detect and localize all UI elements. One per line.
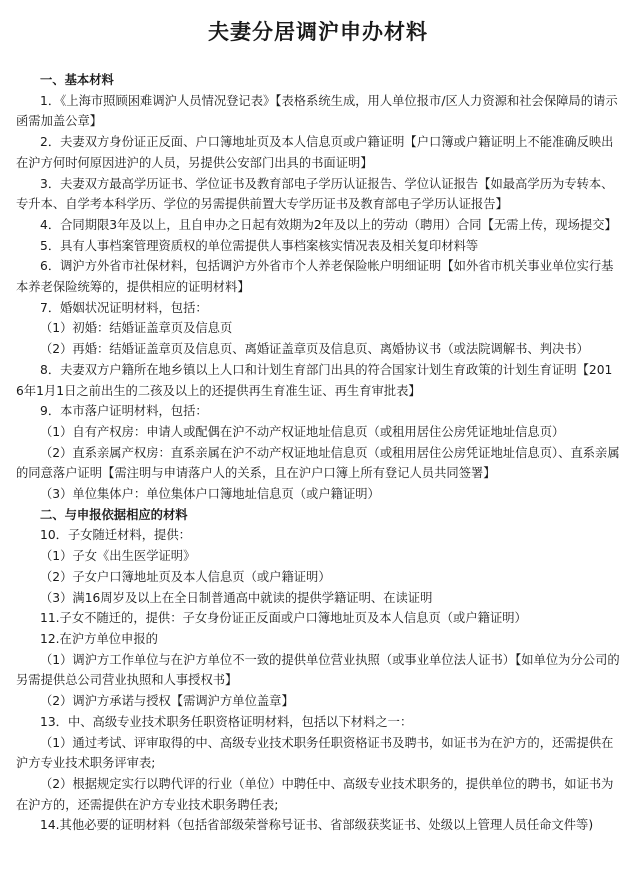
sub-item: （1）子女《出生医学证明》: [40, 549, 196, 564]
sub-item: （2）直系亲属产权房：直系亲属在沪不动产权证地址信息页（或租用居住公房凭证地址信息页）、直系亲属的同意落户证明【需注明与申请落户人的关系，且在沪户口簿上所有登记人员共同签署】: [16, 445, 620, 481]
sub-item: （1）自有产权房：申请人或配偶在沪不动产权证地址信息页（或租用居住公房凭证地址信息页）: [40, 424, 565, 439]
sub-item: （3）满16周岁及以上在全日制普通高中就读的提供学籍证明、在读证明: [40, 590, 433, 605]
document-title: 夫妻分居调沪申办材料: [208, 20, 428, 44]
list-item: 13．中、高级专业技术职务任职资格证明材料，包括以下材料之一：: [40, 714, 413, 729]
list-item: 4．合同期限3年及以上，且自申办之日起有效期为2年及以上的劳动（聘用）合同【无需上传，现场提交】: [40, 217, 617, 232]
sub-item: （1）调沪方工作单位与在沪方单位不一致的提供单位营业执照（或事业单位法人证书）【如单位为分公司的另需提供总公司营业执照和人事授权书】: [16, 652, 620, 688]
sub-item: （2）子女户口簿地址页及本人信息页（或户籍证明）: [40, 569, 331, 584]
list-item: 3．夫妻双方最高学历证书、学位证书及教育部电子学历认证报告、学位认证报告【如最高学历为专转本、专升本、自学考本科学历、学位的另需提供前置大专学历证书及教育部电子学历认证报告】: [16, 176, 614, 212]
list-item: 14.其他必要的证明材料（包括省部级荣誉称号证书、省部级获奖证书、处级以上管理人员任命文件等): [40, 818, 594, 833]
list-item: 6．调沪方外省市社保材料，包括调沪方外省市个人养老保险帐户明细证明【如外省市机关事业单位实行基本养老保险统筹的，提供相应的证明材料】: [16, 259, 614, 295]
list-item: 8．夫妻双方户籍所在地乡镇以上人口和计划生育部门出具的符合国家计划生育政策的计划生育证明【2016年1月1日之前出生的二孩及以上的还提供再生育准生证、再生育审批表】: [16, 362, 613, 398]
list-item: 1．《上海市照顾困难调沪人员情况登记表》【表格系统生成，用人单位报市/区人力资源和社会保障局的请示函需加盖公章】: [16, 93, 618, 129]
list-item: 7．婚姻状况证明材料，包括：: [40, 300, 208, 315]
list-item: 5．具有人事档案管理资质权的单位需提供人事档案核实情况表及相关复印材料等: [40, 238, 479, 253]
list-item: 9．本市落户证明材料，包括：: [40, 404, 208, 419]
list-item: 12.在沪方单位申报的: [40, 631, 158, 646]
sub-item: （2）再婚：结婚证盖章页及信息页、离婚证盖章页及信息页、离婚协议书（或法院调解书、判决书）: [40, 342, 589, 357]
list-item: 10．子女随迁材料，提供：: [40, 528, 191, 543]
sub-item: （1）初婚：结婚证盖章页及信息页: [40, 321, 233, 336]
list-item: 2．夫妻双方身份证正反面、户口簿地址页及本人信息页或户籍证明【户口簿或户籍证明上不能准确反映出在沪方何时何原因进沪的人员，另提供公安部门出具的书面证明】: [16, 135, 614, 170]
section-heading: 二、与申报依据相应的材料: [40, 507, 188, 522]
sub-item: （2）调沪方承诺与授权【需调沪方单位盖章】: [40, 694, 294, 709]
document-body: [16, 70, 620, 836]
sub-item: （2）根据规定实行以聘代评的行业（单位）中聘任中、高级专业技术职务的，提供单位的聘书，如证书为在沪方的，还需提供在沪方专业技术职务聘任表;: [16, 776, 614, 812]
section-heading: 一、基本材料: [40, 73, 114, 87]
sub-item: （3）单位集体户：单位集体户口簿地址信息页（或户籍证明）: [40, 487, 380, 502]
sub-item: （1）通过考试、评审取得的中、高级专业技术职务任职资格证书及聘书，如证书为在沪方的，还需提供在沪方专业技术职务评审表;: [16, 735, 614, 771]
list-item: 11.子女不随迁的，提供：子女身份证正反面或户口簿地址页及本人信息页（或户籍证明）: [40, 611, 527, 626]
